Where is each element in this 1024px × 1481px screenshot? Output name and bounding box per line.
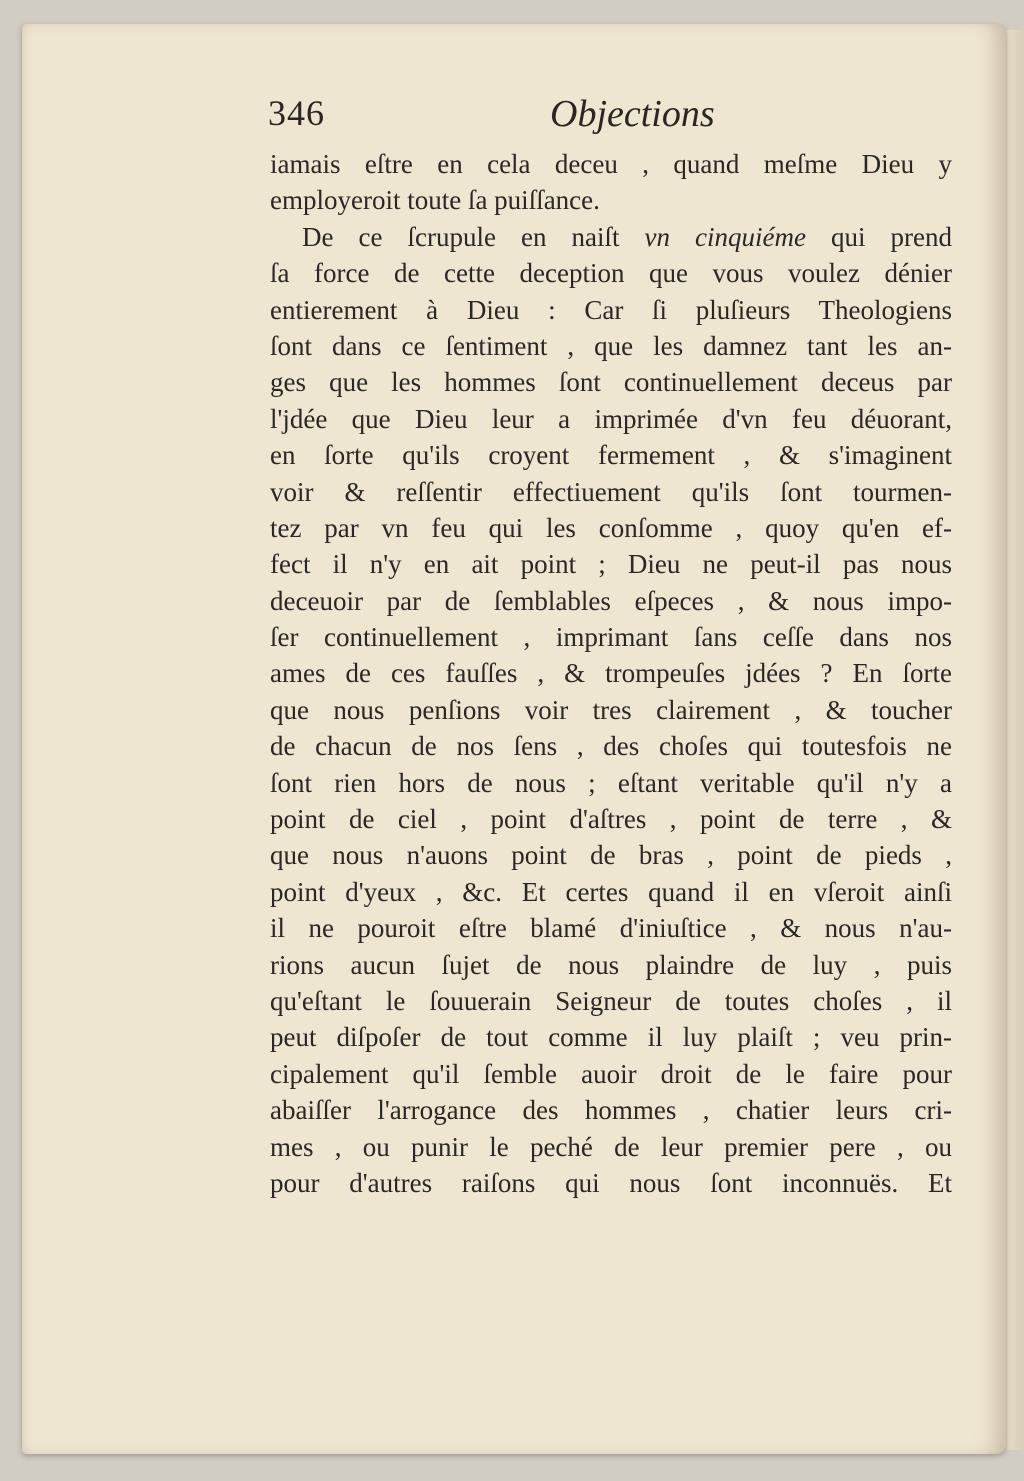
text-line: employeroit toute ſa puiſſance. xyxy=(270,185,600,216)
text-line: entierement à Dieu : Car ſi pluſieurs Theologiens xyxy=(270,294,952,325)
text-line: peut diſpoſer de tout comme il luy plaiſt ; veu prin- xyxy=(270,1022,952,1053)
text-line: abaiſſer l'arrogance des hommes , chatier leurs cri- xyxy=(270,1095,952,1126)
page-number: 346 xyxy=(268,93,325,133)
text-line: en ſorte qu'ils croyent fermement , & s'imaginent xyxy=(270,440,952,471)
text-line: qu'eſtant le ſouuerain Seigneur de toutes choſes , il xyxy=(270,985,952,1016)
text-line: deceuoir par de ſemblables eſpeces , & nous impo- xyxy=(270,585,952,616)
text-line: point d'yeux , &c. Et certes quand il en vſeroit ainſi xyxy=(270,876,952,907)
running-title: Objections xyxy=(550,93,715,135)
text-segment: qui prend xyxy=(831,221,953,252)
text-line: cipalement qu'il ſemble auoir droit de le faire pour xyxy=(270,1058,952,1089)
text-line: de chacun de nos ſens , des choſes qui toutesfois ne xyxy=(270,731,952,762)
italic-phrase: vn cinquiéme xyxy=(644,221,806,252)
text-line xyxy=(270,219,952,255)
page-header xyxy=(268,92,958,142)
text-line: iamais eſtre en cela deceu , quand meſme Dieu y xyxy=(270,149,952,179)
body-text xyxy=(270,146,952,1201)
text-line: rions aucun ſujet de nous plaindre de luy , puis xyxy=(270,949,952,980)
text-line: ſa force de cette deception que vous voulez dénier xyxy=(270,258,952,289)
text-line: mes , ou punir le peché de leur premier pere , ou xyxy=(270,1131,952,1162)
text-line: voir & reſſentir effectiuement qu'ils ſont tourmen- xyxy=(270,476,952,507)
text-line: fect il n'y en ait point ; Dieu ne peut-il pas nous xyxy=(270,549,952,580)
text-segment: De ce ſcrupule en naiſt xyxy=(302,221,620,252)
text-line: ges que les hommes ſont continuellement deceus par xyxy=(270,367,952,398)
text-line: que nous penſions voir tres clairement , & toucher xyxy=(270,694,952,725)
text-line: ſont rien hors de nous ; eſtant veritable qu'il n'y a xyxy=(270,767,952,798)
text-line: que nous n'auons point de bras , point de pieds , xyxy=(270,840,952,871)
text-line: l'jdée que Dieu leur a imprimée d'vn feu déuorant, xyxy=(270,403,952,434)
text-line: ames de ces fauſſes , & trompeuſes jdées ? En ſorte xyxy=(270,658,952,689)
text-line: tez par vn feu qui les conſomme , quoy qu'en ef- xyxy=(270,512,952,543)
text-line: ſer continuellement , imprimant ſans ceſſe dans nos xyxy=(270,622,952,653)
text-line: point de ciel , point d'aſtres , point de terre , & xyxy=(270,804,952,835)
text-line: il ne pouroit eſtre blamé d'iniuſtice , & nous n'au- xyxy=(270,913,952,944)
text-line: ſont dans ce ſentiment , que les damnez tant les an- xyxy=(270,330,952,361)
text-line: pour d'autres raiſons qui nous ſont inconnuës. Et xyxy=(270,1167,952,1198)
